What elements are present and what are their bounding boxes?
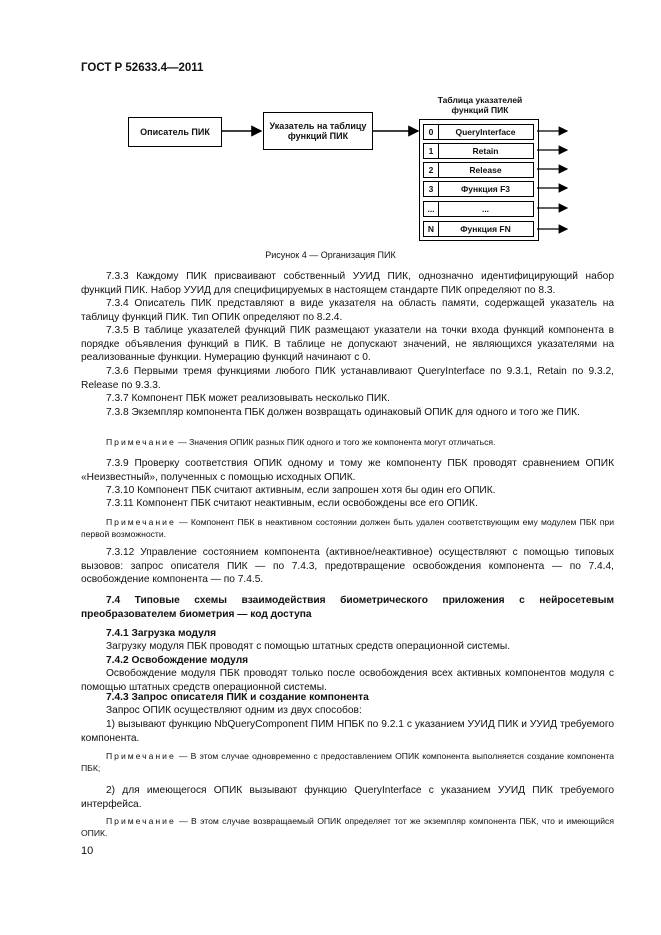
section-7-4-heading: 7.4 Типовые схемы взаимодействия биометрического приложения с нейросетевым преобразователем биометрия — код доступа [81, 595, 614, 620]
descriptor-box: Описатель ПИК [128, 117, 222, 147]
paragraph-7-3-9: 7.3.9 Проверку соответствия ОПИК одному и тому же компоненту ПБК проводят сравнением ОПИК «Неизвестный», полученных с помощью исходных ОПИК. [81, 458, 614, 483]
table-row [423, 143, 534, 159]
table-row [423, 124, 534, 140]
note-4 [81, 815, 614, 839]
paragraph-7-4-3-intro: Запрос ОПИК осуществляют одним из двух способов: [106, 705, 362, 716]
row-function: ... [481, 204, 490, 214]
paragraph-7-3-11: 7.3.11 Компонент ПБК считают неактивным, если освобождены все его ОПИК. [106, 498, 478, 509]
section-7-4-2-heading: 7.4.2 Освобождение модуля [106, 655, 249, 666]
paragraph-7-3-3: 7.3.3 Каждому ПИК присваивают собственный УУИД ПИК, однозначно идентифицирующий набор функций ПИК. Набор УУИД для специфицируемых в настоящем стандарте ПИК определяют по 8.3. [81, 271, 614, 296]
row-index: 0 [424, 125, 439, 139]
paragraph-7-3-8: 7.3.8 Экземпляр компонента ПБК должен возвращать одинаковый ОПИК для одного и того же ПИК. [106, 407, 580, 418]
document-header: ГОСТ Р 52633.4—2011 [81, 62, 204, 74]
paragraph-7-4-1: Загрузку модуля ПБК проводят с помощью штатных средств операционной системы. [106, 641, 511, 652]
page-number: 10 [81, 845, 94, 857]
table-row [423, 181, 534, 197]
note-text: — В этом случае возвращаемый ОПИК определяет тот же экземпляр компонента ПБК, что и имеющийся ОПИК. [81, 816, 614, 838]
row-function: Release [469, 165, 502, 175]
row-index: 2 [424, 163, 439, 177]
note-label: Примечание [106, 517, 176, 527]
row-index: ... [424, 202, 439, 216]
paragraph-7-3-5: 7.3.5 В таблице указателей функций ПИК размещают указатели на точки входа функций компонента в порядке объявления функций в ПИК. В таблице не допускают значений, не являющихся указателями на реализованные функции. Нумерацию функций начинают с 0. [81, 325, 614, 364]
table-row [423, 162, 534, 178]
note-label: Примечание [106, 751, 176, 761]
note-3 [81, 750, 614, 774]
paragraph-7-4-3-item2: 2) для имеющегося ОПИК вызывают функцию QueryInterface с указанием УУИД ПИК требуемого интерфейса. [81, 785, 614, 810]
row-function: Функция FN [460, 224, 511, 234]
section-7-4-3-heading: 7.4.3 Запрос описателя ПИК и создание компонента [106, 692, 369, 703]
paragraph-7-4-2: Освобождение модуля ПБК проводят только после освобождения всех активных компонентов модуля с помощью штатных средств операционной системы. [81, 668, 614, 693]
pointer-box: Указатель на таблицу функций ПИК [263, 112, 373, 150]
note-text: — В этом случае одновременно с предоставлением ОПИК компонента выполняется создание компонента ПБК; [81, 751, 614, 773]
row-function: Функция F3 [460, 184, 511, 194]
section-7-4-1-heading: 7.4.1 Загрузка модуля [106, 628, 217, 639]
row-index: N [424, 222, 439, 236]
paragraph-7-3-6: 7.3.6 Первыми тремя функциями любого ПИК устанавливают QueryInterface по 9.3.1, Retain по 9.3.2, Release по 9.3.3. [81, 366, 614, 391]
note-label: Примечание [106, 437, 176, 447]
paragraph-7-3-4: 7.3.4 Описатель ПИК представляют в виде указателя на область памяти, содержащей указатель на таблицу функций ПИК. Тип ОПИК определяют по 8.2.4. [81, 298, 614, 323]
function-table [419, 119, 539, 241]
row-index: 1 [424, 144, 439, 158]
note-text: — Значения ОПИК разных ПИК одного и того же компонента могут отличаться. [175, 437, 496, 447]
figure-arrows [0, 0, 661, 250]
table-caption: Таблица указателей функций ПИК [437, 95, 523, 115]
note-label: Примечание [106, 816, 176, 826]
row-function: QueryInterface [455, 127, 516, 137]
note-text: — Компонент ПБК в неактивном состоянии должен быть удален соответствующим ему модулем ПБК при первой возможности. [81, 517, 614, 539]
paragraph-7-3-12: 7.3.12 Управление состоянием компонента (активное/неактивное) осуществляют с помощью типовых вызовов: запрос описателя ПИК — по 7.4.3, предотвращение освобождения компонента — по 7.4.4, освобождение компонента — по 7.4.5. [81, 547, 614, 586]
table-row [423, 221, 534, 237]
row-function: Retain [472, 146, 499, 156]
paragraph-7-4-3-item1: 1) вызывают функцию NbQueryComponent ПИМ НПБК по 9.2.1 с указанием УУИД ПИК и УУИД требуемого компонента. [81, 719, 614, 744]
figure-caption: Рисунок 4 — Организация ПИК [265, 250, 396, 260]
row-index: 3 [424, 182, 439, 196]
paragraph-7-3-10: 7.3.10 Компонент ПБК считают активным, если запрошен хотя бы один его ОПИК. [106, 485, 496, 496]
note-2 [81, 516, 614, 540]
table-row [423, 201, 534, 217]
note-1 [81, 436, 614, 448]
paragraph-7-3-7: 7.3.7 Компонент ПБК может реализовывать несколько ПИК. [106, 393, 390, 404]
